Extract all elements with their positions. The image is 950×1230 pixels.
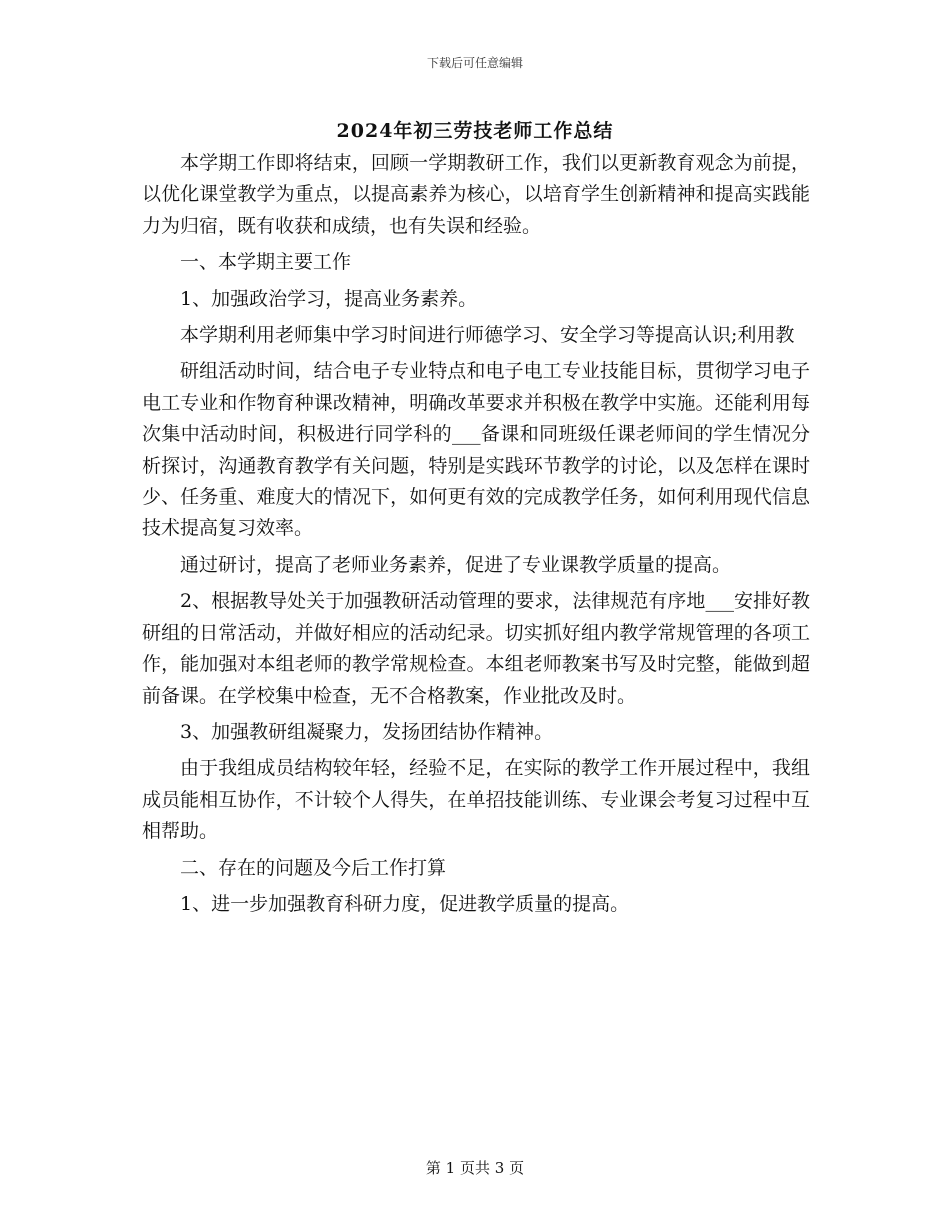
- section-heading: 一、本学期主要工作: [180, 251, 352, 274]
- paragraph: 2、根据教导处关于加强教研活动管理的要求，法律规范有序地___安排好教研组的日常活动，并做好相应的活动纪录。切实抓好组内教学常规管理的各项工作，能加强对本组老师的教学常规检查。本组老师教案书写及时完整，能做到超前备课。在学校集中检查，无不合格教案，作业批改及时。: [142, 590, 810, 707]
- subsection-heading: 1、加强政治学习，提高业务素养。: [180, 287, 478, 310]
- subsection-heading: 3、加强教研组凝聚力，发扬团结协作精神。: [180, 720, 554, 743]
- subsection-heading: 1、进一步加强教育科研力度，促进教学质量的提高。: [180, 892, 630, 915]
- page-number-footer: 第 1 页共 3 页: [425, 1159, 525, 1177]
- paragraph: 研组活动时间，结合电子专业特点和电子电工专业技能目标，贯彻学习电子电工专业和作物育种课改精神，明确改革要求并积极在教学中实施。还能利用每次集中活动时间，积极进行同学科的___备课和同班级任课老师间的学生情况分析探讨，沟通教育教学有关问题，特别是实践环节教学的讨论，以及怎样在课时少、任务重、难度大的情况下，如何更有效的完成教学任务，如何利用现代信息技术提高复习效率。: [142, 360, 810, 540]
- paragraph: 由于我组成员结构较年轻，经验不足，在实际的教学工作开展过程中，我组成员能相互协作，不计较个人得失，在单招技能训练、专业课会考复习过程中互相帮助。: [142, 757, 810, 843]
- document-body: [142, 148, 810, 925]
- page-header-note: 下载后可任意编辑: [426, 56, 523, 70]
- paragraph: 本学期利用老师集中学习时间进行师德学习、安全学习等提高认识;利用教: [180, 324, 795, 347]
- section-heading: 二、存在的问题及今后工作打算: [180, 856, 447, 879]
- document-title: 2024年初三劳技老师工作总结: [336, 120, 614, 142]
- paragraph: 本学期工作即将结束，回顾一学期教研工作，我们以更新教育观念为前提，以优化课堂教学为重点，以提高素养为核心，以培育学生创新精神和提高实践能力为归宿，既有收获和成绩，也有失误和经验。: [142, 152, 810, 237]
- paragraph: 通过研讨，提高了老师业务素养，促进了专业课教学质量的提高。: [180, 553, 732, 576]
